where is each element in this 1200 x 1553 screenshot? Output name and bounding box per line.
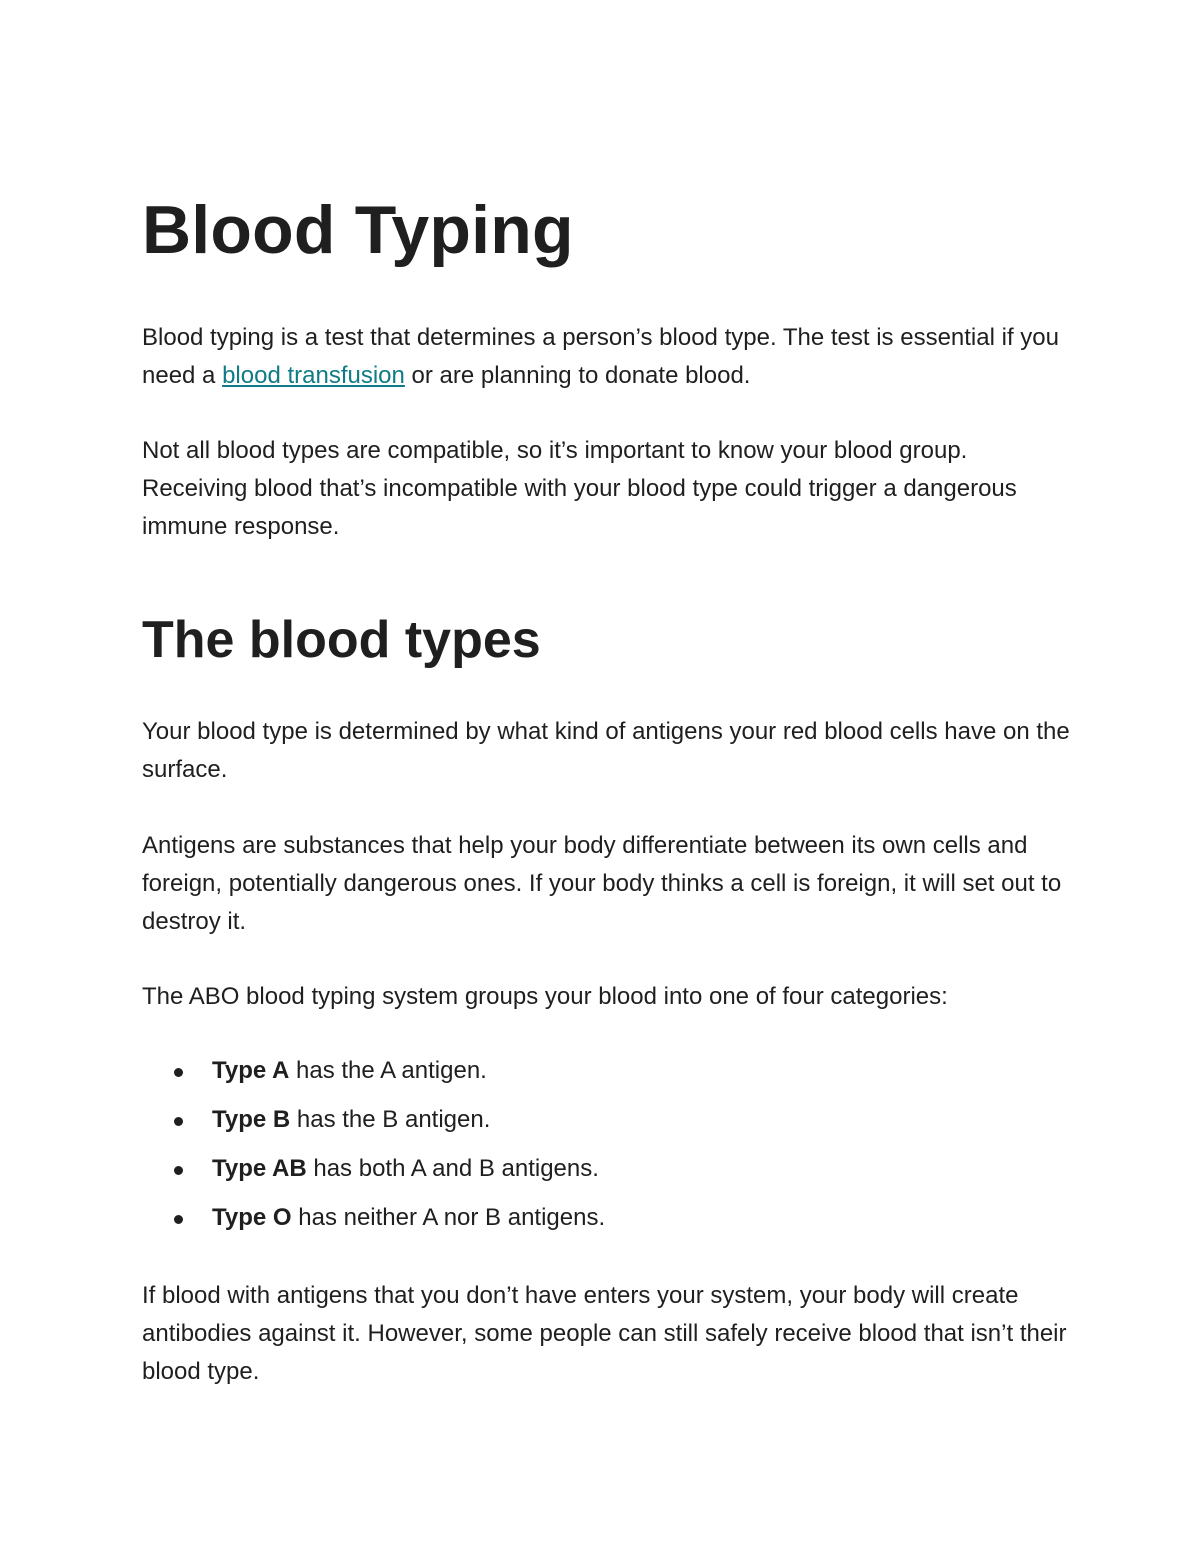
intro-text-before-link: Blood typing is a test that determines a person’s blood type. The test is essential if you need a xyxy=(142,324,1059,389)
list-item xyxy=(142,1052,1072,1090)
bullet-icon xyxy=(174,1117,183,1126)
intro-paragraph xyxy=(142,319,1072,395)
blood-type-description: has neither A nor B antigens. xyxy=(291,1204,606,1231)
blood-type-description: has the A antigen. xyxy=(289,1057,487,1084)
bullet-icon xyxy=(174,1166,183,1175)
section-heading: The blood types xyxy=(142,611,541,669)
blood-type-list xyxy=(142,1052,1072,1248)
blood-transfusion-link[interactable]: blood transfusion xyxy=(222,362,405,389)
page-title: Blood Typing xyxy=(142,192,574,268)
blood-type-name: Type A xyxy=(212,1057,290,1084)
intro-text-after-link: or are planning to donate blood. xyxy=(404,362,751,389)
blood-type-name: Type O xyxy=(212,1204,292,1231)
list-item xyxy=(142,1150,1072,1188)
bullet-icon xyxy=(174,1068,183,1077)
antigen-paragraph-2: Antigens are substances that help your body differentiate between its own cells and foreign, potentially dangerous ones. If your body thinks a cell is foreign, it will set out to destroy it. xyxy=(142,832,1062,935)
compatibility-paragraph: Not all blood types are compatible, so it’s important to know your blood group. Receiving blood that’s incompatible with your blood type could trigger a dangerous immune response. xyxy=(142,437,1017,540)
list-item xyxy=(142,1199,1072,1237)
abo-paragraph: The ABO blood typing system groups your blood into one of four categories: xyxy=(142,983,948,1010)
closing-paragraph: If blood with antigens that you don’t have enters your system, your body will create antibodies against it. However, some people can still safely receive blood that isn’t their blood type. xyxy=(142,1282,1067,1385)
blood-type-name: Type AB xyxy=(212,1155,307,1182)
blood-type-description: has the B antigen. xyxy=(290,1106,491,1133)
bullet-icon xyxy=(174,1215,183,1224)
antigen-paragraph-1: Your blood type is determined by what kind of antigens your red blood cells have on the surface. xyxy=(142,718,1070,783)
blood-type-name: Type B xyxy=(212,1106,291,1133)
blood-type-description: has both A and B antigens. xyxy=(306,1155,599,1182)
list-item xyxy=(142,1101,1072,1139)
